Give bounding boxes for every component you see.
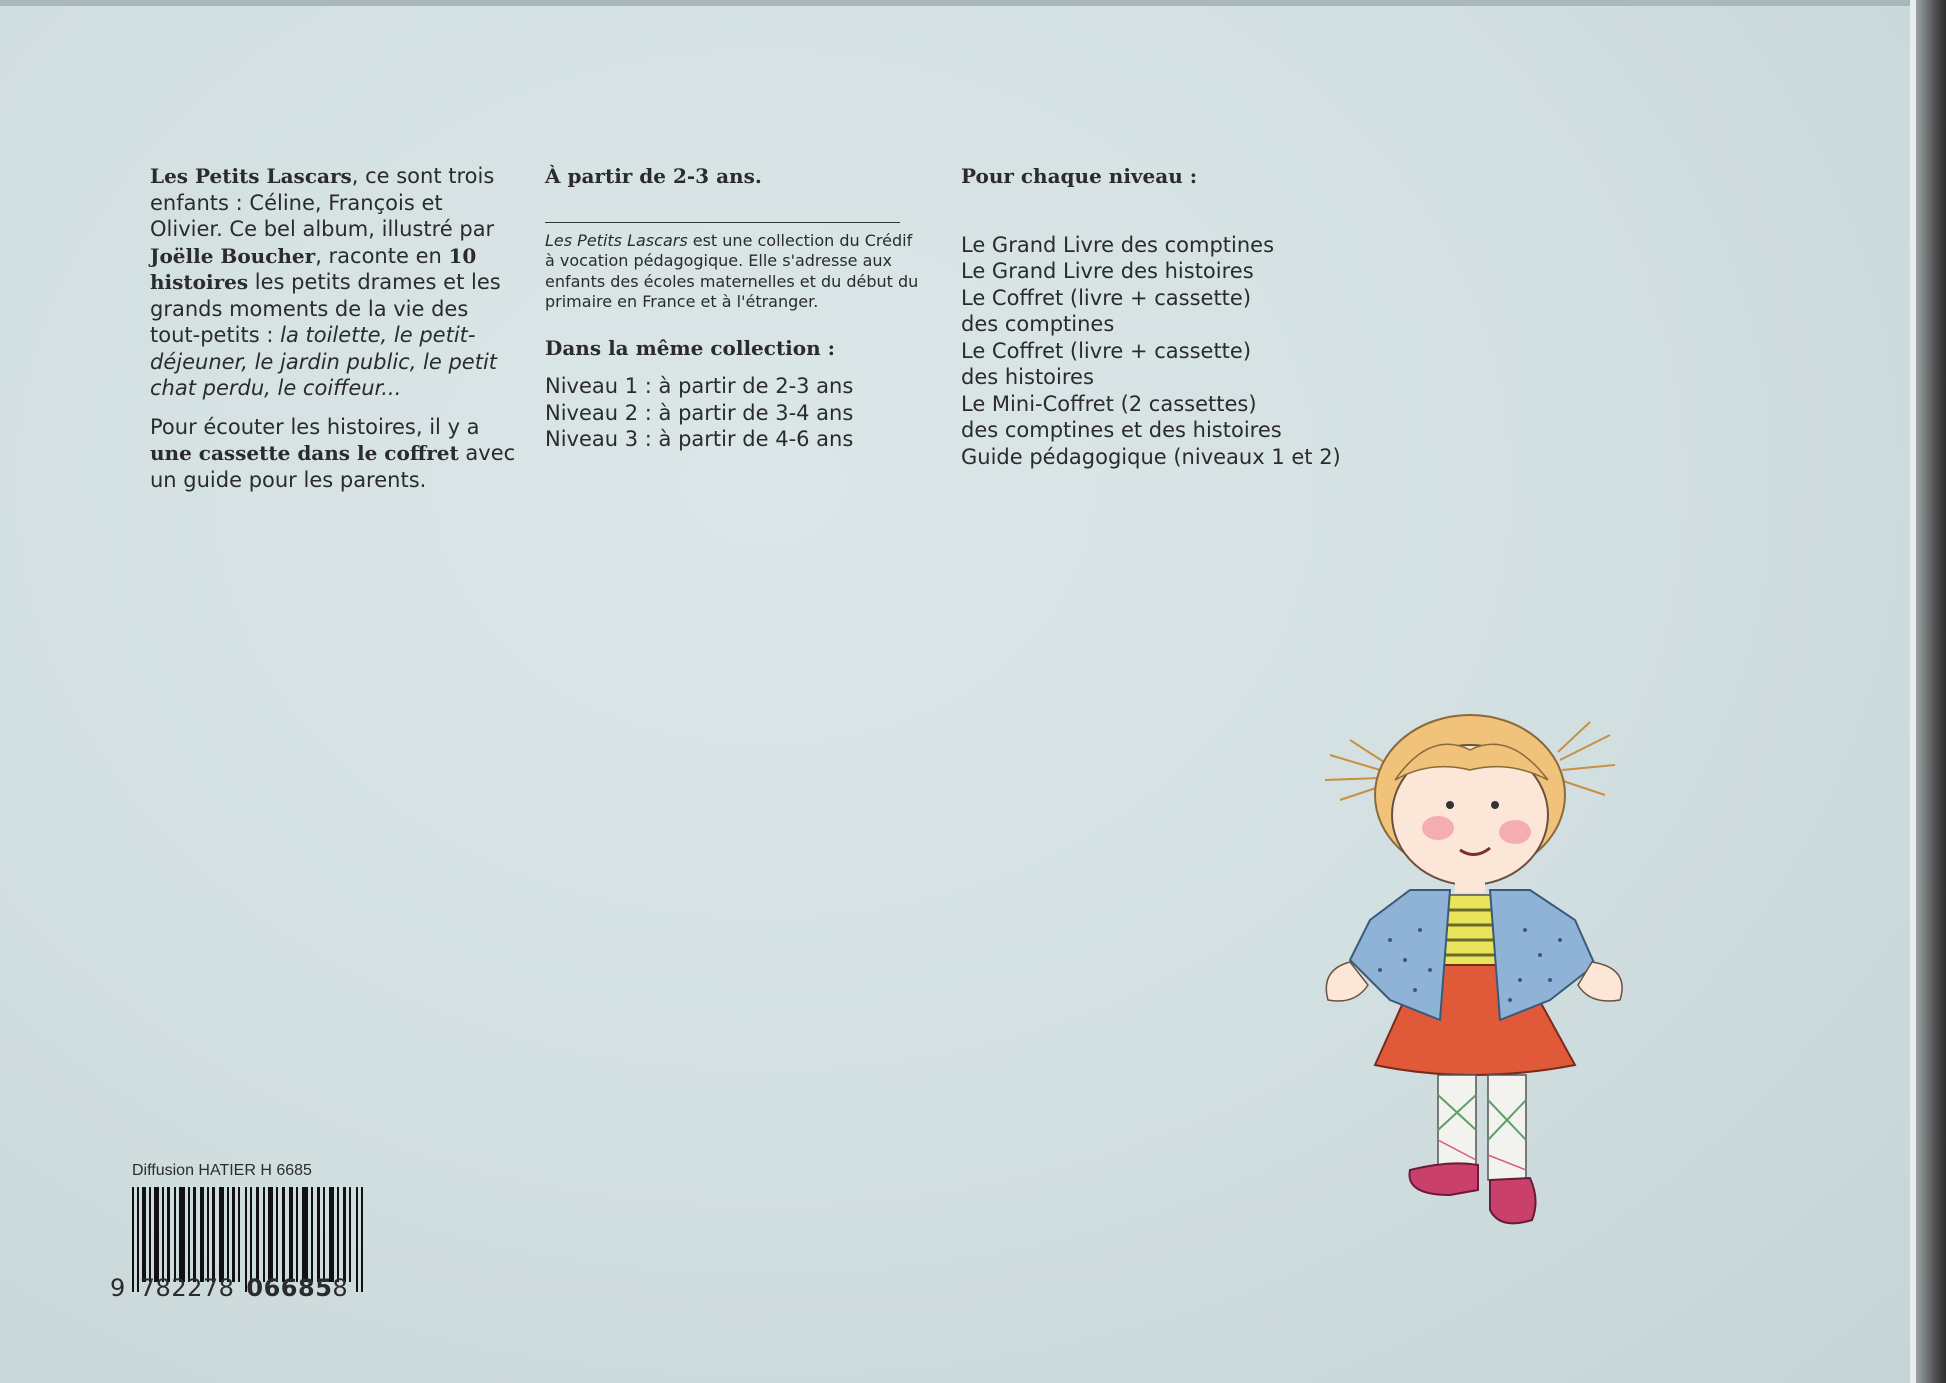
product-item: Le Coffret (livre + cassette) — [961, 338, 1252, 363]
collection-description — [545, 231, 925, 313]
text-run: , ce sont trois enfants : Céline, François et Olivier. Ce bel album, illustré par — [150, 164, 495, 241]
description-column — [150, 163, 522, 493]
girl-illustration — [1310, 700, 1690, 1280]
per-level-heading: Pour chaque niveau : — [961, 164, 1198, 188]
product-item: des comptines et des histoires — [961, 418, 1282, 442]
diffusion-label: Diffusion HATIER H 6685 — [132, 1162, 312, 1179]
collection-text: est une collection du Crédif à vocation pédagogique. Elle s'adresse aux enfants des écoles maternelles et du début du primaire en France et à l'étranger. — [545, 230, 919, 311]
description-paragraph — [150, 163, 522, 402]
age-heading: À partir de 2-3 ans. — [545, 164, 762, 188]
products-column — [961, 163, 1421, 470]
text-run: 10 histoires — [150, 243, 477, 294]
text-run: Pour écouter les histoires, il y a — [150, 414, 480, 439]
product-item: Guide pédagogique (niveaux 1 et 2) — [961, 444, 1341, 469]
level-item: Niveau 3 : à partir de 4-6 ans — [545, 427, 854, 451]
isbn-digits — [110, 1274, 348, 1302]
text-run: Les Petits Lascars — [150, 164, 352, 188]
collection-column — [545, 163, 925, 453]
text-run: Joëlle Boucher — [150, 243, 316, 268]
book-spine-edge — [1916, 0, 1946, 1383]
level-item: Niveau 2 : à partir de 3-4 ans — [545, 400, 854, 425]
cassette-paragraph — [150, 414, 522, 494]
product-item: Le Coffret (livre + cassette) — [961, 285, 1252, 310]
same-collection-heading: Dans la même collection : — [545, 335, 835, 360]
isbn-last-digit: 8 — [332, 1274, 349, 1302]
text-run: , raconte en — [315, 243, 449, 268]
product-item: Le Grand Livre des histoires — [961, 259, 1254, 283]
product-item: Le Mini-Coffret (2 cassettes) — [961, 391, 1257, 416]
text-run: les petits drames et les grands moments de la vie des tout-petits : — [150, 270, 501, 347]
isbn-right-digits: 06685 — [246, 1274, 333, 1302]
text-run: la toilette, le petit-déjeuner, le jardin public, le petit chat perdu, le coiffeur... — [150, 323, 498, 400]
barcode-block — [110, 1162, 370, 1302]
isbn-first-digit: 9 — [110, 1274, 126, 1302]
text-run: une cassette dans le coffret — [150, 441, 459, 465]
text-run: avec un guide pour les parents. — [150, 441, 516, 492]
collection-title: Les Petits Lascars — [545, 230, 688, 250]
product-item: des histoires — [961, 365, 1094, 389]
product-item: des comptines — [961, 312, 1115, 336]
level-item: Niveau 1 : à partir de 2-3 ans — [545, 374, 854, 398]
isbn-left-digits: 782278 — [139, 1274, 235, 1302]
divider — [545, 222, 900, 223]
product-item: Le Grand Livre des comptines — [961, 232, 1275, 257]
